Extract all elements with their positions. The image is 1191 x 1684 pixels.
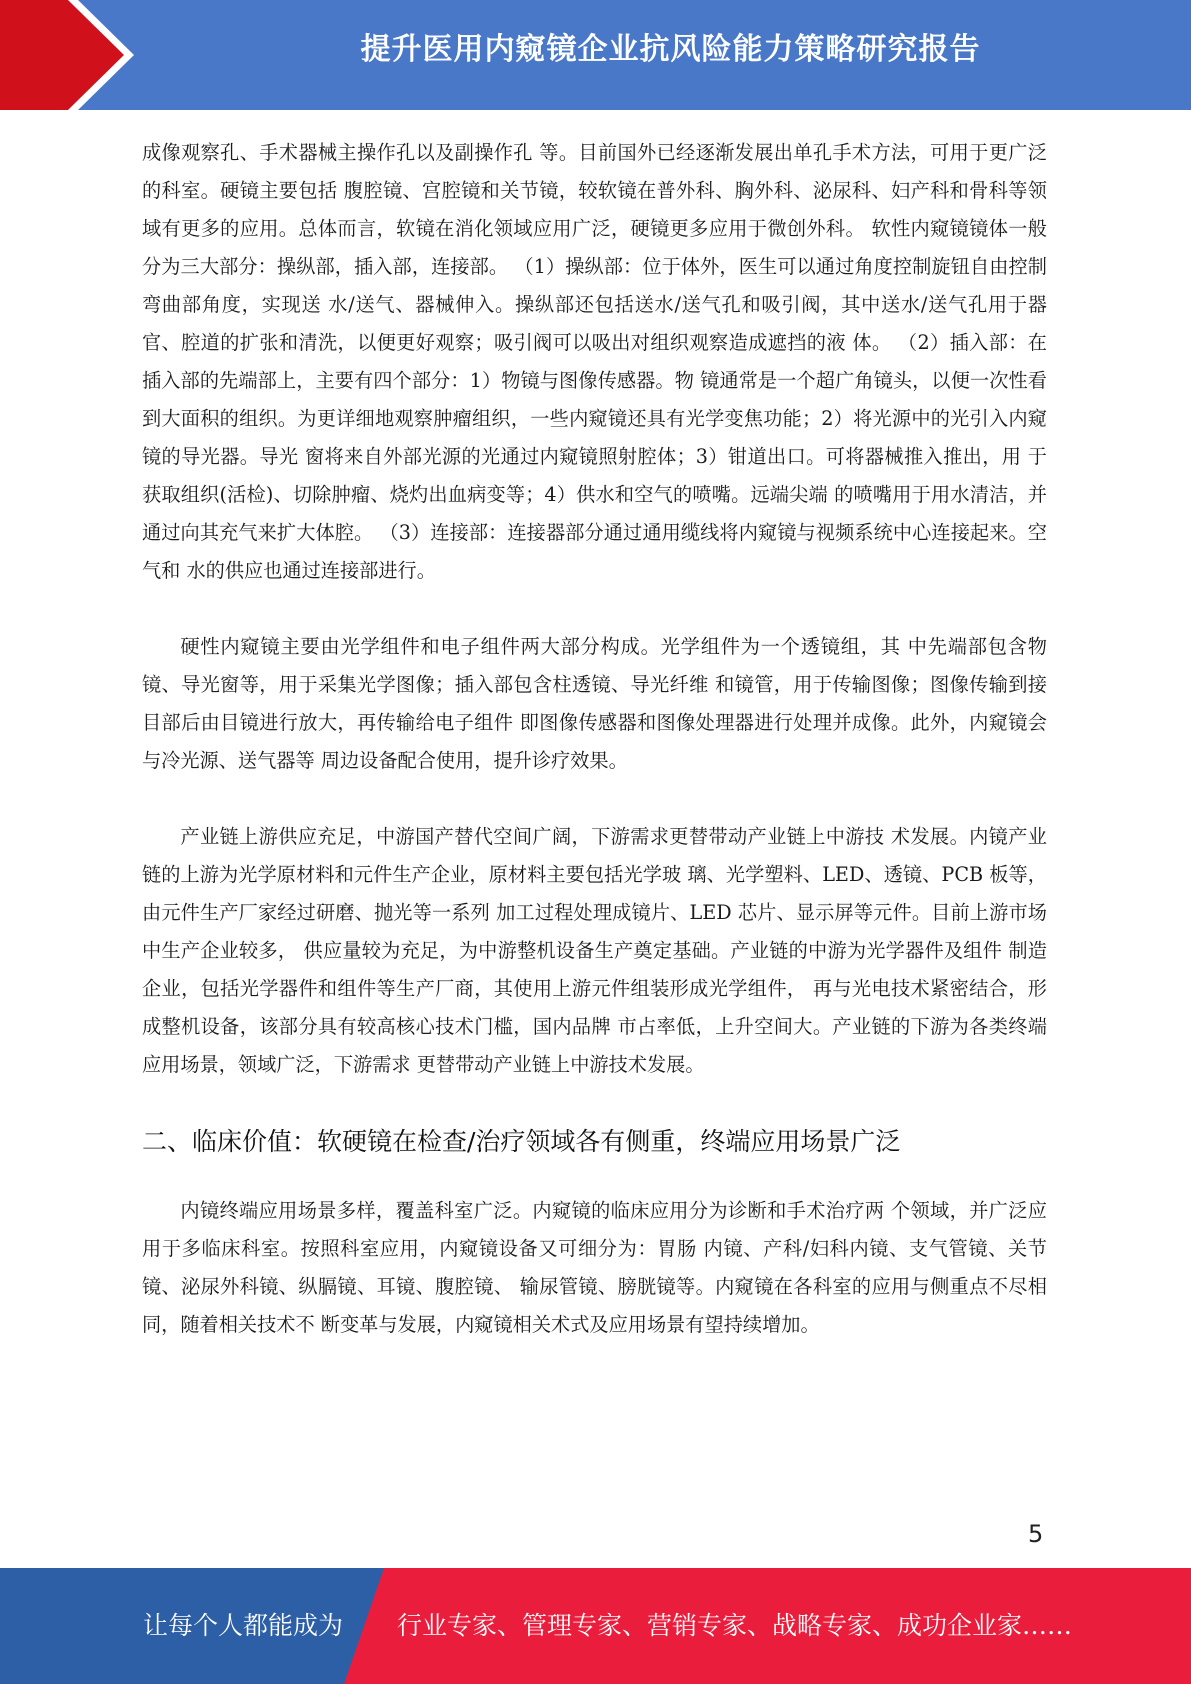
footer-slogan-left: 让每个人都能成为 — [143, 1611, 344, 1640]
section-heading: 二、临床价值：软硬镜在检查/治疗领域各有侧重，终端应用场景广泛 — [142, 1127, 901, 1156]
footer-slogan-right: 行业专家、管理专家、营销专家、战略专家、成功企业家…… — [397, 1611, 1073, 1640]
header-arrow-graphic — [0, 0, 150, 110]
footer-banner — [0, 1568, 1191, 1684]
page-number: 5 — [1028, 1520, 1044, 1548]
document-title: 提升医用内窥镜企业抗风险能力策略研究报告 — [360, 32, 981, 67]
paragraph-clinical-applications: 内镜终端应用场景多样，覆盖科室广泛。内窥镜的临床应用分为诊断和手术治疗两 个领域，并广泛应用于多临床科室。按照科室应用，内窥镜设备又可细分为：胃肠 内镜、产科/妇科内镜、支气管镜、关节镜、泌尿外科镜、纵膈镜、耳镜、腹腔镜、 输尿管镜、膀胱镜等。内窥镜在各科室的应用与侧重点不尽相同，随着相关技术不 断变革与发展，内窥镜相关术式及应用场景有望持续增加。 — [142, 1199, 1047, 1336]
paragraph-rigid-endoscope: 硬性内窥镜主要由光学组件和电子组件两大部分构成。光学组件为一个透镜组，其 中先端部包含物镜、导光窗等，用于采集光学图像；插入部包含柱透镜、导光纤维 和镜管，用于传输图像；图像传输到接目部后由目镜进行放大，再传输给电子组件 即图像传感器和图像处理器进行处理并成像。此外，内窥镜会与冷光源、送气器等 周边设备配合使用，提升诊疗效果。 — [142, 635, 1047, 772]
paragraph-endoscope-structure: 成像观察孔、手术器械主操作孔以及副操作孔 等。目前国外已经逐渐发展出单孔手术方法，可用于更广泛的科室。硬镜主要包括 腹腔镜、宫腔镜和关节镜，较软镜在普外科、胸外科、泌尿科、妇产科和骨科等领 域有更多的应用。总体而言，软镜在消化领域应用广泛，硬镜更多应用于微创外科。 软性内窥镜镜体一般分为三大部分：操纵部，插入部，连接部。 （1）操纵部：位于体外，医生可以通过角度控制旋钮自由控制弯曲部角度，实现送 水/送气、器械伸入。操纵部还包括送水/送气孔和吸引阀，其中送水/送气孔用于器 官、腔道的扩张和清洗，以便更好观察；吸引阀可以吸出对组织观察造成遮挡的液 体。 （2）插入部：在插入部的先端部上，主要有四个部分：1）物镜与图像传感器。物 镜通常是一个超广角镜头，以便一次性看到大面积的组织。为更详细地观察肿瘤组织，一些内窥镜还具有光学变焦功能；2）将光源中的光引入内窥镜的导光器。导光 窗将来自外部光源的光通过内窥镜照射腔体；3）钳道出口。可将器械推入推出，用 于获取组织(活检)、切除肿瘤、烧灼出血病变等；4）供水和空气的喷嘴。远端尖端 的喷嘴用于用水清洁，并通过向其充气来扩大体腔。 （3）连接部：连接器部分通过通用缆线将内窥镜与视频系统中心连接起来。空气和 水的供应也通过连接部进行。 — [142, 141, 1047, 582]
paragraph-industry-chain: 产业链上游供应充足，中游国产替代空间广阔，下游需求更替带动产业链上中游技 术发展。内镜产业链的上游为光学原材料和元件生产企业，原材料主要包括光学玻 璃、光学塑料、LED、透镜、PCB 板等，由元件生产厂家经过研磨、抛光等一系列 加工过程处理成镜片、LED 芯片、显示屏等元件。目前上游市场中生产企业较多， 供应量较为充足，为中游整机设备生产奠定基础。产业链的中游为光学器件及组件 制造企业，包括光学器件和组件等生产厂商，其使用上游元件组装形成光学组件， 再与光电技术紧密结合，形成整机设备，该部分具有较高核心技术门槛，国内品牌 市占率低，上升空间大。产业链的下游为各类终端应用场景，领域广泛，下游需求 更替带动产业链上中游技术发展。 — [142, 825, 1047, 1076]
header-bar — [0, 0, 1191, 110]
main-content — [142, 134, 1047, 1382]
